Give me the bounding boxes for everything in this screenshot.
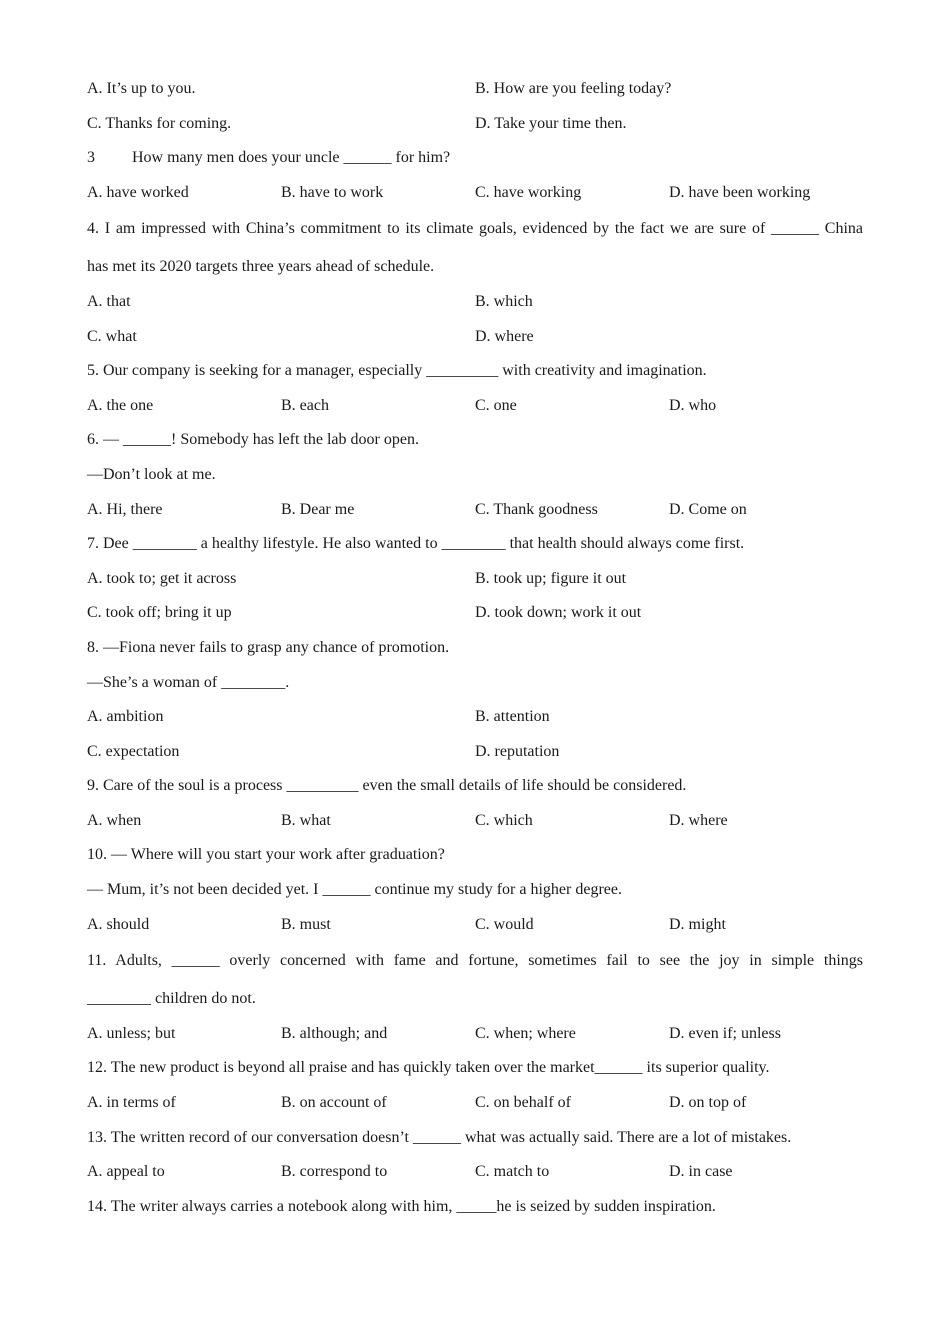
q6-option-c[interactable]: C. Thank goodness (475, 500, 598, 518)
q9-option-b[interactable]: B. what (281, 811, 331, 829)
q14-stem: 14. The writer always carries a notebook along with him, _____he is seized by sudden inspiration. (87, 1197, 716, 1215)
q8-options-row-2 (87, 735, 863, 770)
q13-option-c[interactable]: C. match to (475, 1163, 550, 1181)
q5-stem: 5. Our company is seeking for a manager, especially _________ with creativity and imagination. (87, 362, 707, 380)
q5-option-b[interactable]: B. each (281, 396, 329, 414)
q3-option-a[interactable]: A. have worked (87, 183, 189, 201)
q4-stem-line-2: has met its 2020 targets three years ahead of schedule. (87, 257, 435, 275)
q5-option-c[interactable]: C. one (475, 396, 517, 414)
q3-stem (87, 141, 863, 176)
q8-option-a[interactable]: A. ambition (87, 708, 164, 726)
q3-options (87, 176, 863, 211)
q9-option-d[interactable]: D. where (669, 811, 728, 829)
q8-option-b[interactable]: B. attention (475, 708, 550, 726)
q13-stem: 13. The written record of our conversation doesn’t ______ what was actually said. There are a lot of mistakes. (87, 1128, 792, 1146)
q2-option-b[interactable]: B. How are you feeling today? (475, 80, 672, 97)
q2-options-row-1 (87, 72, 863, 107)
q4-options-row-2 (87, 320, 863, 355)
q10-options (87, 908, 863, 943)
q3-option-c[interactable]: C. have working (475, 183, 582, 201)
q3-text: How many men does your uncle ______ for him? (132, 149, 451, 167)
q12-option-a[interactable]: A. in terms of (87, 1094, 176, 1112)
q9-option-a[interactable]: A. when (87, 811, 142, 829)
q6-option-a[interactable]: A. Hi, there (87, 500, 163, 518)
q7-options-row-1 (87, 562, 863, 597)
q12-option-c[interactable]: C. on behalf of (475, 1094, 571, 1112)
q13-options (87, 1155, 863, 1190)
q6-stem-line-1: 6. — ______! Somebody has left the lab door open. (87, 431, 419, 449)
q7-option-a[interactable]: A. took to; get it across (87, 569, 237, 587)
q7-option-d[interactable]: D. took down; work it out (475, 604, 642, 622)
q2-option-a[interactable]: A. It’s up to you. (87, 80, 196, 97)
q5-option-d[interactable]: D. who (669, 396, 717, 414)
q9-options (87, 804, 863, 839)
q12-stem: 12. The new product is beyond all praise and has quickly taken over the market______ its superior quality. (87, 1059, 770, 1077)
q6-options (87, 493, 863, 528)
q4-stem-line-1: 4. I am impressed with China’s commitment to its climate goals, evidenced by the fact we are sure of ______ China (87, 220, 863, 238)
q12-option-d[interactable]: D. on top of (669, 1094, 747, 1112)
q13-option-a[interactable]: A. appeal to (87, 1163, 165, 1181)
q2-option-d[interactable]: D. Take your time then. (475, 114, 627, 132)
q11-stem-line-2: ________ children do not. (87, 989, 256, 1007)
q4-option-a[interactable]: A. that (87, 292, 131, 310)
q10-stem-line-2: — Mum, it’s not been decided yet. I ______ continue my study for a higher degree. (87, 881, 622, 899)
q3-option-b[interactable]: B. have to work (281, 183, 384, 201)
q2-options-row-2 (87, 107, 863, 142)
q5-option-a[interactable]: A. the one (87, 396, 154, 414)
q6-stem-line-2: —Don’t look at me. (87, 465, 216, 483)
q10-stem-line-1: 10. — Where will you start your work after graduation? (87, 846, 445, 864)
q11-option-b[interactable]: B. although; and (281, 1024, 388, 1042)
q9-option-c[interactable]: C. which (475, 811, 533, 829)
q5-options (87, 389, 863, 424)
q11-options (87, 1017, 863, 1052)
q12-option-b[interactable]: B. on account of (281, 1094, 387, 1112)
q8-option-c[interactable]: C. expectation (87, 742, 180, 760)
q10-option-d[interactable]: D. might (669, 915, 726, 933)
q4-options-row-1 (87, 285, 863, 320)
q13-option-b[interactable]: B. correspond to (281, 1163, 388, 1181)
q9-stem: 9. Care of the soul is a process _________ even the small details of life should be considered. (87, 777, 687, 795)
q4-option-d[interactable]: D. where (475, 327, 534, 345)
q7-options-row-2 (87, 596, 863, 631)
q11-option-c[interactable]: C. when; where (475, 1024, 576, 1042)
q10-option-c[interactable]: C. would (475, 915, 534, 933)
q4-option-b[interactable]: B. which (475, 292, 533, 310)
q11-option-a[interactable]: A. unless; but (87, 1024, 176, 1042)
q8-options-row-1 (87, 700, 863, 735)
q4-option-c[interactable]: C. what (87, 327, 137, 345)
q7-option-b[interactable]: B. took up; figure it out (475, 569, 627, 587)
q3-option-d[interactable]: D. have been working (669, 183, 811, 201)
q8-stem-line-1: 8. —Fiona never fails to grasp any chance of promotion. (87, 638, 450, 656)
q2-option-c[interactable]: C. Thanks for coming. (87, 114, 232, 132)
q7-stem: 7. Dee ________ a healthy lifestyle. He also wanted to ________ that health should always come first. (87, 535, 745, 553)
q11-stem-line-1: 11. Adults, ______ overly concerned with fame and fortune, sometimes fail to see the joy in simple things (87, 952, 863, 970)
q13-option-d[interactable]: D. in case (669, 1163, 733, 1181)
q7-option-c[interactable]: C. took off; bring it up (87, 604, 232, 622)
exam-page (87, 72, 863, 1224)
q3-number: 3 (87, 149, 95, 167)
q6-option-b[interactable]: B. Dear me (281, 500, 355, 518)
q12-options (87, 1086, 863, 1121)
q10-option-a[interactable]: A. should (87, 915, 150, 933)
q6-option-d[interactable]: D. Come on (669, 500, 747, 518)
q8-stem-line-2: —She’s a woman of ________. (87, 673, 290, 691)
q11-option-d[interactable]: D. even if; unless (669, 1024, 781, 1042)
q10-option-b[interactable]: B. must (281, 915, 331, 933)
q8-option-d[interactable]: D. reputation (475, 742, 560, 760)
